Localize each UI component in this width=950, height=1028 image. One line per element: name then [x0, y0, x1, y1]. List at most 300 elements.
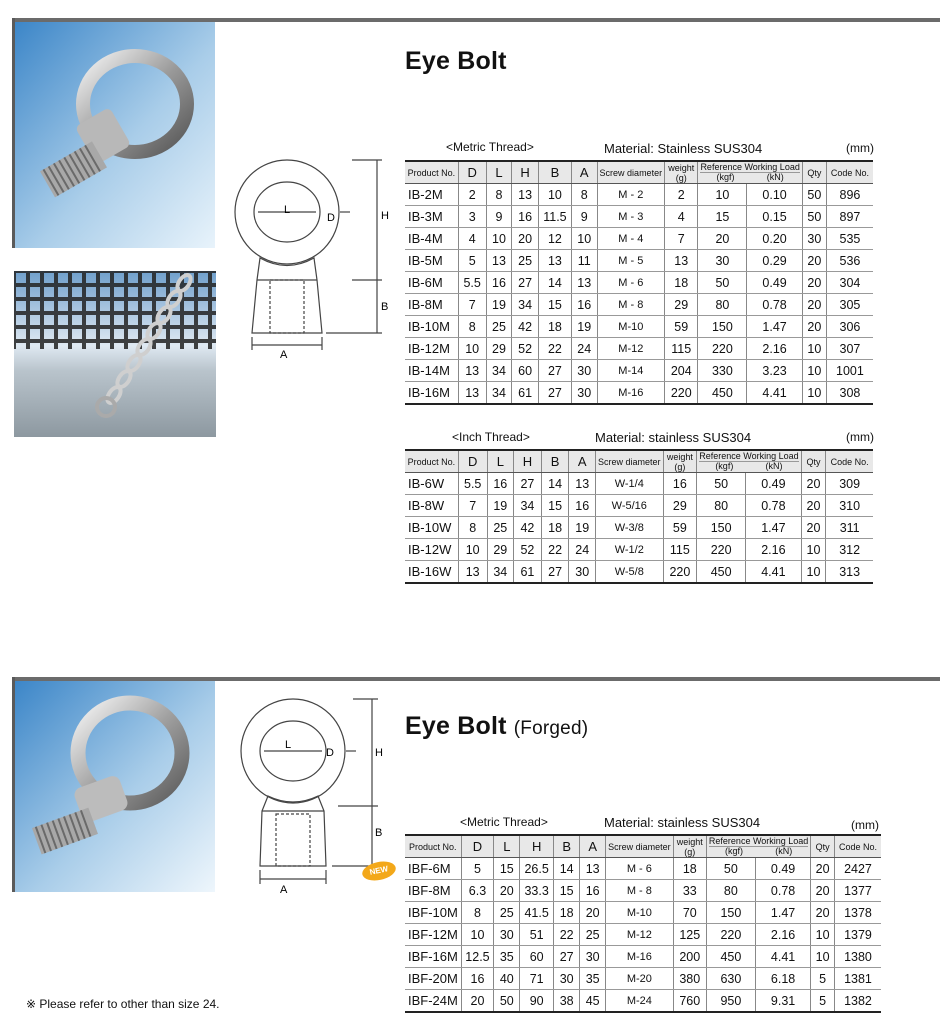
- material-caption-inch: Material: stainless SUS304: [595, 430, 752, 445]
- header-kn: (kN): [766, 172, 784, 182]
- table-cell: 115: [665, 338, 698, 360]
- header-col-qty: Qty: [801, 450, 826, 473]
- table-cell: 50: [698, 272, 747, 294]
- table-cell: W-5/8: [596, 561, 664, 584]
- table-cell: 1379: [834, 924, 881, 946]
- table-cell: 20: [802, 250, 826, 272]
- table-cell: 20: [698, 228, 747, 250]
- table-cell: 12: [538, 228, 571, 250]
- header-weight-unit: (g): [674, 461, 686, 472]
- table-cell: 16: [461, 968, 494, 990]
- table-cell: 10: [571, 228, 597, 250]
- table-cell: M - 6: [597, 272, 665, 294]
- table-cell: 4: [458, 228, 486, 250]
- header-col-L: L: [494, 835, 520, 858]
- table-row: [405, 517, 873, 539]
- header-rwl-label: Reference Working Load: [708, 836, 809, 846]
- header-weight-label: weight: [666, 451, 693, 462]
- table-cell: 19: [569, 517, 596, 539]
- table-cell: 30: [494, 924, 520, 946]
- table-cell: 310: [826, 495, 873, 517]
- table-cell: 11.5: [538, 206, 571, 228]
- table-cell: 13: [512, 184, 539, 206]
- table-cell: 13: [665, 250, 698, 272]
- table-cell: W-5/16: [596, 495, 664, 517]
- table-cell: 8: [458, 517, 487, 539]
- table-row: [405, 316, 873, 338]
- table-cell: 2427: [834, 858, 881, 880]
- table-cell: 80: [706, 880, 755, 902]
- table-cell: 16: [512, 206, 539, 228]
- table-cell: 16: [486, 272, 512, 294]
- header-reference-working-load: [697, 450, 801, 473]
- table-cell: 20: [801, 495, 826, 517]
- table-cell: 8: [571, 184, 597, 206]
- table-cell: 312: [826, 539, 873, 561]
- table-cell: 30: [580, 946, 606, 968]
- table-cell: 10: [801, 561, 826, 584]
- table-cell: IBF-16M: [405, 946, 461, 968]
- table-cell: 27: [554, 946, 580, 968]
- table-cell: M - 5: [597, 250, 665, 272]
- table-cell: 5.5: [458, 272, 486, 294]
- table-cell: 20: [512, 228, 539, 250]
- table-cell: 22: [554, 924, 580, 946]
- table-row: [405, 294, 873, 316]
- table-cell: 1377: [834, 880, 881, 902]
- table-cell: IB-3M: [405, 206, 458, 228]
- table-cell: IBF-12M: [405, 924, 461, 946]
- header-col-A: A: [580, 835, 606, 858]
- table-cell: 13: [458, 360, 486, 382]
- table-cell: 20: [811, 880, 835, 902]
- table-cell: 115: [663, 539, 697, 561]
- header-weight: [673, 835, 706, 858]
- table-cell: 10: [811, 946, 835, 968]
- table-cell: IB-6W: [405, 473, 458, 495]
- title-sub: (Forged): [513, 718, 589, 739]
- header-col-B: B: [538, 161, 571, 184]
- forged-material-caption: Material: stainless SUS304: [604, 815, 761, 830]
- forged-metric-spec-table: [405, 834, 881, 1013]
- table-cell: 16: [487, 473, 514, 495]
- table-cell: 50: [697, 473, 746, 495]
- table-cell: 13: [571, 272, 597, 294]
- table-cell: 10: [811, 924, 835, 946]
- table-cell: 25: [486, 316, 512, 338]
- table-cell: IB-2M: [405, 184, 458, 206]
- table-cell: M-16: [597, 382, 665, 405]
- table-cell: 29: [663, 495, 697, 517]
- table-cell: 30: [554, 968, 580, 990]
- table-cell: 33.3: [520, 880, 554, 902]
- header-col-B: B: [541, 450, 569, 473]
- table-cell: W-3/8: [596, 517, 664, 539]
- diagram2-label-D: D: [326, 747, 334, 759]
- table-cell: 535: [826, 228, 873, 250]
- unit-caption: (mm): [846, 141, 874, 155]
- inch-spec-table: [405, 449, 873, 584]
- unit-caption-inch: (mm): [846, 430, 874, 444]
- table-cell: 1381: [834, 968, 881, 990]
- header-rwl-label: Reference Working Load: [700, 162, 800, 172]
- diagram-label-D: D: [327, 212, 335, 224]
- table-cell: 450: [698, 382, 747, 405]
- table-cell: M-12: [606, 924, 674, 946]
- forged-unit-caption: (mm): [851, 818, 879, 832]
- table-cell: 25: [512, 250, 539, 272]
- table-cell: IBF-8M: [405, 880, 461, 902]
- table-cell: 13: [580, 858, 606, 880]
- table-cell: 18: [541, 517, 569, 539]
- header-col-product: Product No.: [405, 161, 458, 184]
- table-cell: 5: [458, 250, 486, 272]
- table-cell: 0.49: [755, 858, 811, 880]
- table-cell: 8: [486, 184, 512, 206]
- table-cell: 34: [512, 294, 539, 316]
- table-row: [405, 338, 873, 360]
- table-cell: 18: [665, 272, 698, 294]
- page-title-eye-bolt: Eye Bolt: [405, 47, 507, 75]
- table-cell: W-1/2: [596, 539, 664, 561]
- table-cell: 52: [514, 539, 542, 561]
- table-cell: IB-4M: [405, 228, 458, 250]
- table-cell: 125: [673, 924, 706, 946]
- table-cell: 5: [811, 990, 835, 1013]
- header-kn: (kN): [765, 461, 783, 471]
- table-cell: 5.5: [458, 473, 487, 495]
- table-cell: 59: [663, 517, 697, 539]
- table-cell: 13: [486, 250, 512, 272]
- inch-thread-caption: <Inch Thread>: [452, 430, 530, 444]
- table-cell: 306: [826, 316, 873, 338]
- table-cell: 13: [538, 250, 571, 272]
- table-cell: 59: [665, 316, 698, 338]
- table-row: [405, 561, 873, 584]
- table-cell: 2.16: [746, 539, 802, 561]
- table-cell: 60: [520, 946, 554, 968]
- table-cell: 71: [520, 968, 554, 990]
- table-cell: 15: [494, 858, 520, 880]
- header-col-code: Code No.: [826, 161, 873, 184]
- table-cell: 12.5: [461, 946, 494, 968]
- table-cell: W-1/4: [596, 473, 664, 495]
- table-cell: 630: [706, 968, 755, 990]
- table-cell: 61: [512, 382, 539, 405]
- diagram2-label-A: A: [280, 884, 288, 896]
- table-cell: 19: [487, 495, 514, 517]
- table-cell: 30: [571, 382, 597, 405]
- table-row: [405, 495, 873, 517]
- page-title-eye-bolt-forged: [405, 712, 588, 741]
- table-cell: 0.78: [747, 294, 803, 316]
- table-cell: 9.31: [755, 990, 811, 1013]
- table-cell: 10: [802, 382, 826, 405]
- table-cell: 35: [580, 968, 606, 990]
- table-cell: 51: [520, 924, 554, 946]
- header-col-qty: Qty: [802, 161, 826, 184]
- table-cell: 45: [580, 990, 606, 1013]
- table-cell: 220: [706, 924, 755, 946]
- table-cell: 6.18: [755, 968, 811, 990]
- table-cell: M-20: [606, 968, 674, 990]
- table-cell: M - 6: [606, 858, 674, 880]
- table-cell: 22: [541, 539, 569, 561]
- table-cell: 1.47: [747, 316, 803, 338]
- table-row: [405, 382, 873, 405]
- table-cell: IB-16W: [405, 561, 458, 584]
- table-row: [405, 539, 873, 561]
- table-cell: 313: [826, 561, 873, 584]
- table-cell: 50: [706, 858, 755, 880]
- table-cell: 22: [538, 338, 571, 360]
- diagram-label-L: L: [284, 204, 291, 216]
- header-col-H: H: [520, 835, 554, 858]
- table-cell: 304: [826, 272, 873, 294]
- header-col-H: H: [512, 161, 539, 184]
- size-note: ※ Please refer to other than size 24.: [26, 997, 220, 1011]
- table-cell: M-14: [597, 360, 665, 382]
- eye-bolt-dimension-diagram: [222, 155, 397, 365]
- table-cell: 8: [458, 316, 486, 338]
- material-caption: Material: Stainless SUS304: [604, 141, 763, 156]
- table-cell: 5: [811, 968, 835, 990]
- table-cell: 11: [571, 250, 597, 272]
- table-cell: 15: [541, 495, 569, 517]
- header-col-product: Product No.: [405, 450, 458, 473]
- table-cell: 13: [458, 561, 487, 584]
- table-row: [405, 946, 881, 968]
- table-cell: 14: [538, 272, 571, 294]
- header-col-screw: Screw diameter: [596, 450, 664, 473]
- table-row: [405, 858, 881, 880]
- table-cell: IB-12W: [405, 539, 458, 561]
- table-cell: 450: [706, 946, 755, 968]
- table-cell: 38: [554, 990, 580, 1013]
- table-cell: 309: [826, 473, 873, 495]
- table-cell: 34: [486, 382, 512, 405]
- table-cell: IB-6M: [405, 272, 458, 294]
- table-cell: 8: [461, 902, 494, 924]
- table-row: [405, 184, 873, 206]
- table-cell: IB-5M: [405, 250, 458, 272]
- diagram2-label-H: H: [375, 747, 383, 759]
- table-cell: 50: [802, 184, 826, 206]
- table-cell: 0.10: [747, 184, 803, 206]
- table-cell: 0.15: [747, 206, 803, 228]
- table-cell: 4: [665, 206, 698, 228]
- table-cell: M - 8: [597, 294, 665, 316]
- table-cell: 1.47: [746, 517, 802, 539]
- table-cell: 27: [538, 360, 571, 382]
- table-cell: 308: [826, 382, 873, 405]
- table-cell: 13: [458, 382, 486, 405]
- table-cell: 3: [458, 206, 486, 228]
- table-cell: 35: [494, 946, 520, 968]
- table-cell: 9: [486, 206, 512, 228]
- header-kgf: (kgf): [716, 172, 735, 182]
- table-cell: 20: [494, 880, 520, 902]
- table-cell: 7: [665, 228, 698, 250]
- table-cell: 3.23: [747, 360, 803, 382]
- table-cell: 70: [673, 902, 706, 924]
- table-row: [405, 968, 881, 990]
- table-cell: 9: [571, 206, 597, 228]
- header-kgf: (kgf): [715, 461, 734, 471]
- header-weight-label: weight: [676, 836, 703, 847]
- table-cell: IB-8W: [405, 495, 458, 517]
- header-kgf: (kgf): [725, 846, 744, 856]
- table-cell: 204: [665, 360, 698, 382]
- table-cell: 10: [458, 539, 487, 561]
- header-col-D: D: [461, 835, 494, 858]
- forged-eye-bolt-photo: [15, 681, 215, 892]
- table-cell: 26.5: [520, 858, 554, 880]
- table-cell: 10: [698, 184, 747, 206]
- table-cell: 20: [461, 990, 494, 1013]
- table-cell: 52: [512, 338, 539, 360]
- table-cell: M-10: [606, 902, 674, 924]
- table-cell: 19: [571, 316, 597, 338]
- table-row: [405, 250, 873, 272]
- header-col-L: L: [486, 161, 512, 184]
- diagram-label-A: A: [280, 349, 288, 361]
- table-cell: 33: [673, 880, 706, 902]
- table-cell: 20: [801, 473, 826, 495]
- table-cell: 20: [802, 316, 826, 338]
- table-cell: 10: [486, 228, 512, 250]
- table-cell: 16: [580, 880, 606, 902]
- table-cell: 897: [826, 206, 873, 228]
- table-cell: 27: [514, 473, 542, 495]
- diagram-label-H: H: [381, 210, 389, 222]
- table-cell: 25: [494, 902, 520, 924]
- table-cell: IB-10W: [405, 517, 458, 539]
- header-col-screw: Screw diameter: [606, 835, 674, 858]
- header-kn: (kN): [775, 846, 793, 856]
- header-weight-unit: (g): [684, 846, 696, 857]
- table-cell: 150: [697, 517, 746, 539]
- table-cell: 15: [554, 880, 580, 902]
- table-row: [405, 360, 873, 382]
- table-cell: 10: [538, 184, 571, 206]
- table-cell: 1380: [834, 946, 881, 968]
- table-cell: 760: [673, 990, 706, 1013]
- metric-thread-caption: <Metric Thread>: [446, 140, 534, 154]
- table-cell: 307: [826, 338, 873, 360]
- header-col-code: Code No.: [834, 835, 881, 858]
- header-weight: [663, 450, 697, 473]
- table-cell: 50: [494, 990, 520, 1013]
- table-cell: 42: [512, 316, 539, 338]
- new-badge: NEW: [361, 859, 398, 884]
- table-row: [405, 880, 881, 902]
- table-cell: 13: [569, 473, 596, 495]
- table-cell: M - 4: [597, 228, 665, 250]
- table-row: [405, 473, 873, 495]
- chain-net-photo: [14, 271, 216, 437]
- table-cell: 16: [569, 495, 596, 517]
- table-cell: 42: [514, 517, 542, 539]
- table-cell: 220: [697, 539, 746, 561]
- table-cell: 24: [569, 539, 596, 561]
- table-cell: 10: [801, 539, 826, 561]
- table-row: [405, 990, 881, 1013]
- header-col-product: Product No.: [405, 835, 461, 858]
- table-cell: 29: [487, 539, 514, 561]
- table-cell: 7: [458, 495, 487, 517]
- table-cell: 29: [665, 294, 698, 316]
- table-cell: 1001: [826, 360, 873, 382]
- table-cell: 18: [538, 316, 571, 338]
- table-cell: IB-8M: [405, 294, 458, 316]
- table-cell: 61: [514, 561, 542, 584]
- header-col-B: B: [554, 835, 580, 858]
- header-weight-label: weight: [668, 162, 695, 173]
- table-cell: IBF-10M: [405, 902, 461, 924]
- table-cell: 30: [569, 561, 596, 584]
- table-cell: 15: [698, 206, 747, 228]
- table-cell: 0.49: [746, 473, 802, 495]
- title-main: Eye Bolt: [405, 712, 507, 740]
- table-cell: 14: [554, 858, 580, 880]
- header-reference-working-load: [698, 161, 802, 184]
- table-cell: 50: [802, 206, 826, 228]
- table-cell: 6.3: [461, 880, 494, 902]
- header-weight: [665, 161, 698, 184]
- header-col-D: D: [458, 161, 486, 184]
- table-cell: 4.41: [755, 946, 811, 968]
- header-weight-unit: (g): [675, 172, 687, 183]
- eye-bolt-photo: [15, 22, 215, 248]
- table-cell: 220: [665, 382, 698, 405]
- table-row: [405, 228, 873, 250]
- table-cell: 30: [802, 228, 826, 250]
- table-cell: M - 8: [606, 880, 674, 902]
- table-cell: 330: [698, 360, 747, 382]
- table-cell: 25: [580, 924, 606, 946]
- table-cell: 80: [698, 294, 747, 316]
- table-cell: 25: [487, 517, 514, 539]
- table-cell: IB-10M: [405, 316, 458, 338]
- header-rwl-label: Reference Working Load: [699, 451, 799, 461]
- table-cell: 150: [706, 902, 755, 924]
- table-cell: 41.5: [520, 902, 554, 924]
- table-cell: 30: [698, 250, 747, 272]
- table-cell: 220: [663, 561, 697, 584]
- table-cell: 16: [663, 473, 697, 495]
- table-cell: 0.49: [747, 272, 803, 294]
- table-cell: M-16: [606, 946, 674, 968]
- table-cell: M - 3: [597, 206, 665, 228]
- table-cell: 34: [487, 561, 514, 584]
- table-cell: 29: [486, 338, 512, 360]
- table-cell: 90: [520, 990, 554, 1013]
- table-cell: IB-14M: [405, 360, 458, 382]
- table-cell: 950: [706, 990, 755, 1013]
- table-row: [405, 902, 881, 924]
- table-cell: 200: [673, 946, 706, 968]
- table-cell: 0.78: [755, 880, 811, 902]
- table-row: [405, 206, 873, 228]
- diagram2-label-B: B: [375, 827, 383, 839]
- table-cell: 0.78: [746, 495, 802, 517]
- table-cell: 27: [512, 272, 539, 294]
- table-cell: 27: [538, 382, 571, 405]
- table-cell: 20: [801, 517, 826, 539]
- table-cell: 380: [673, 968, 706, 990]
- table-cell: 896: [826, 184, 873, 206]
